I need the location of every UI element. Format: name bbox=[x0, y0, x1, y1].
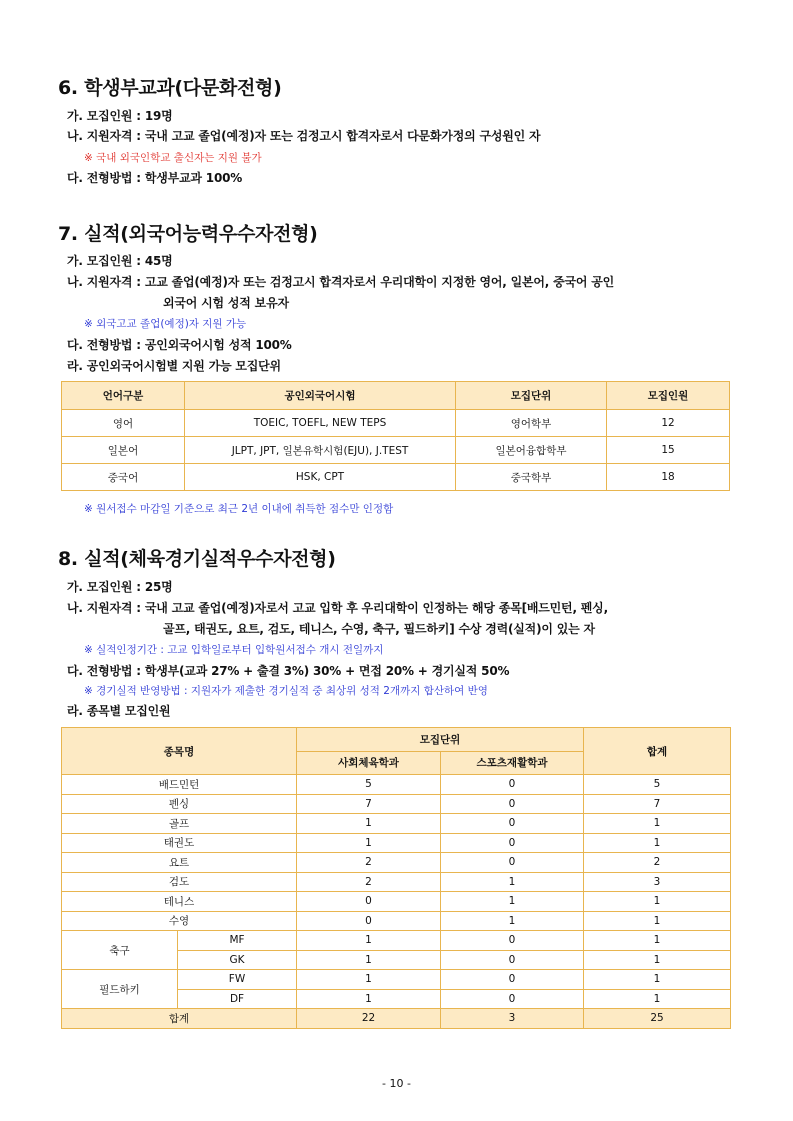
table-cell: 일본어 bbox=[62, 437, 185, 464]
sport-name: 골프 bbox=[62, 814, 297, 834]
table-cell: 0 bbox=[297, 892, 441, 912]
s8-eligibility-1: 나. 지원자격 : 국내 고교 졸업(예정)자로서 고교 입학 후 우리대학이 인정하는 해당 종목[배드민턴, 펜싱, bbox=[67, 601, 608, 615]
table-cell: 1 bbox=[441, 911, 584, 931]
s7-note-2: ※ 원서접수 마감일 기준으로 최근 2년 이내에 취득한 점수만 인정함 bbox=[84, 503, 394, 515]
table-cell: 1 bbox=[297, 970, 441, 990]
table-cell: 2 bbox=[584, 853, 731, 873]
table-cell: 1 bbox=[584, 989, 731, 1009]
table-cell: 0 bbox=[441, 853, 584, 873]
sport-name: 펜싱 bbox=[62, 794, 297, 814]
table-cell: 18 bbox=[607, 464, 730, 491]
table-row bbox=[62, 814, 731, 834]
s7-method: 다. 전형방법 : 공인외국어시험 성적 100% bbox=[67, 338, 292, 352]
col-header: 공인외국어시험 bbox=[185, 382, 456, 410]
s8-quota: 가. 모집인원 : 25명 bbox=[67, 580, 173, 594]
table-cell: 0 bbox=[441, 794, 584, 814]
table-cell: 12 bbox=[607, 410, 730, 437]
table-cell: 1 bbox=[584, 950, 731, 970]
sport-name-hockey: 필드하키 bbox=[62, 970, 178, 1009]
s8-eligibility-2: 골프, 태권도, 요트, 검도, 테니스, 수영, 축구, 필드하키] 수상 경력(실적)이 있는 자 bbox=[163, 622, 595, 636]
table-row bbox=[62, 410, 730, 437]
position-label: FW bbox=[178, 970, 297, 990]
language-test-table bbox=[61, 381, 730, 491]
table-cell: TOEIC, TOEFL, NEW TEPS bbox=[185, 410, 456, 437]
col-header: 모집단위 bbox=[456, 382, 607, 410]
table-cell: 7 bbox=[584, 794, 731, 814]
table-cell: 중국어 bbox=[62, 464, 185, 491]
table-cell: 1 bbox=[297, 950, 441, 970]
table-cell: 3 bbox=[584, 872, 731, 892]
section-6-title: 6. 학생부교과(다문화전형) bbox=[58, 77, 282, 99]
col-header-dept-2: 스포츠재활학과 bbox=[441, 751, 584, 775]
table-cell: 1 bbox=[584, 814, 731, 834]
table-header-row bbox=[62, 728, 731, 752]
table-cell: 일본어융합학부 bbox=[456, 437, 607, 464]
col-header-unit: 모집단위 bbox=[297, 728, 584, 752]
table-cell: JLPT, JPT, 일본유학시험(EJU), J.TEST bbox=[185, 437, 456, 464]
s6-quota: 가. 모집인원 : 19명 bbox=[67, 109, 173, 123]
table-row bbox=[62, 853, 731, 873]
table-cell: 5 bbox=[584, 775, 731, 795]
table-row bbox=[62, 775, 731, 795]
table-cell: 0 bbox=[441, 814, 584, 834]
table-cell: 7 bbox=[297, 794, 441, 814]
table-cell: 1 bbox=[441, 892, 584, 912]
sport-name: 요트 bbox=[62, 853, 297, 873]
col-header-total: 합계 bbox=[584, 728, 731, 775]
sport-name-soccer: 축구 bbox=[62, 931, 178, 970]
table-cell: 3 bbox=[441, 1009, 584, 1029]
position-label: GK bbox=[178, 950, 297, 970]
table-cell: 1 bbox=[584, 833, 731, 853]
table-cell: 1 bbox=[297, 814, 441, 834]
table-row bbox=[62, 931, 731, 951]
table-cell: 0 bbox=[441, 931, 584, 951]
table-cell: 0 bbox=[441, 989, 584, 1009]
table-header-row bbox=[62, 382, 730, 410]
s7-units-heading: 라. 공인외국어시험별 지원 가능 모집단위 bbox=[67, 359, 281, 373]
position-label: DF bbox=[178, 989, 297, 1009]
table-cell: 1 bbox=[441, 872, 584, 892]
col-header: 모집인원 bbox=[607, 382, 730, 410]
table-cell: 1 bbox=[297, 931, 441, 951]
table-cell: 1 bbox=[584, 911, 731, 931]
s6-note: ※ 국내 외국인학교 출신자는 지원 불가 bbox=[84, 152, 262, 164]
table-cell: 22 bbox=[297, 1009, 441, 1029]
table-cell: 5 bbox=[297, 775, 441, 795]
col-header: 언어구분 bbox=[62, 382, 185, 410]
table-total-row bbox=[62, 1009, 731, 1029]
table-cell: 1 bbox=[584, 931, 731, 951]
table-row bbox=[62, 794, 731, 814]
s8-note-2: ※ 경기실적 반영방법 : 지원자가 제출한 경기실적 중 최상위 성적 2개까지 합산하여 반영 bbox=[84, 685, 488, 697]
total-label: 합계 bbox=[62, 1009, 297, 1029]
table-cell: 15 bbox=[607, 437, 730, 464]
section-8-title: 8. 실적(체육경기실적우수자전형) bbox=[58, 548, 336, 570]
table-row bbox=[62, 464, 730, 491]
table-cell: 0 bbox=[441, 950, 584, 970]
table-cell: HSK, CPT bbox=[185, 464, 456, 491]
table-row bbox=[62, 833, 731, 853]
sport-name: 배드민턴 bbox=[62, 775, 297, 795]
s7-note-1: ※ 외국고교 졸업(예정)자 지원 가능 bbox=[84, 318, 247, 330]
sports-quota-table bbox=[61, 727, 731, 1029]
table-row bbox=[62, 911, 731, 931]
s8-method: 다. 전형방법 : 학생부(교과 27% + 출결 3%) 30% + 면접 20% + 경기실적 50% bbox=[67, 664, 510, 678]
table-row bbox=[62, 872, 731, 892]
sport-name: 수영 bbox=[62, 911, 297, 931]
table-cell: 0 bbox=[441, 833, 584, 853]
position-label: MF bbox=[178, 931, 297, 951]
s6-eligibility: 나. 지원자격 : 국내 고교 졸업(예정)자 또는 검정고시 합격자로서 다문화가정의 구성원인 자 bbox=[67, 129, 541, 143]
table-cell: 1 bbox=[297, 989, 441, 1009]
table-cell: 25 bbox=[584, 1009, 731, 1029]
s7-quota: 가. 모집인원 : 45명 bbox=[67, 254, 173, 268]
table-cell: 영어학부 bbox=[456, 410, 607, 437]
table-cell: 0 bbox=[441, 970, 584, 990]
page-number: - 10 - bbox=[382, 1077, 411, 1090]
table-cell: 1 bbox=[584, 970, 731, 990]
table-cell: 0 bbox=[441, 775, 584, 795]
s7-eligibility-2: 외국어 시험 성적 보유자 bbox=[163, 296, 289, 310]
sport-name: 태권도 bbox=[62, 833, 297, 853]
s6-method: 다. 전형방법 : 학생부교과 100% bbox=[67, 171, 243, 185]
table-row bbox=[62, 892, 731, 912]
s8-sports-heading: 라. 종목별 모집인원 bbox=[67, 704, 171, 718]
sport-name: 검도 bbox=[62, 872, 297, 892]
table-cell: 1 bbox=[584, 892, 731, 912]
table-cell: 영어 bbox=[62, 410, 185, 437]
table-row bbox=[62, 437, 730, 464]
col-header-dept-1: 사회체육학과 bbox=[297, 751, 441, 775]
table-cell: 0 bbox=[297, 911, 441, 931]
sport-name: 테니스 bbox=[62, 892, 297, 912]
col-header-sport: 종목명 bbox=[62, 728, 297, 775]
s7-eligibility-1: 나. 지원자격 : 고교 졸업(예정)자 또는 검정고시 합격자로서 우리대학이 지정한 영어, 일본어, 중국어 공인 bbox=[67, 275, 615, 289]
section-7-title: 7. 실적(외국어능력우수자전형) bbox=[58, 223, 318, 245]
s8-note-1: ※ 실적인정기간 : 고교 입학일로부터 입학원서접수 개시 전일까지 bbox=[84, 644, 384, 656]
table-cell: 1 bbox=[297, 833, 441, 853]
table-row bbox=[62, 970, 731, 990]
table-cell: 중국학부 bbox=[456, 464, 607, 491]
table-cell: 2 bbox=[297, 872, 441, 892]
table-cell: 2 bbox=[297, 853, 441, 873]
